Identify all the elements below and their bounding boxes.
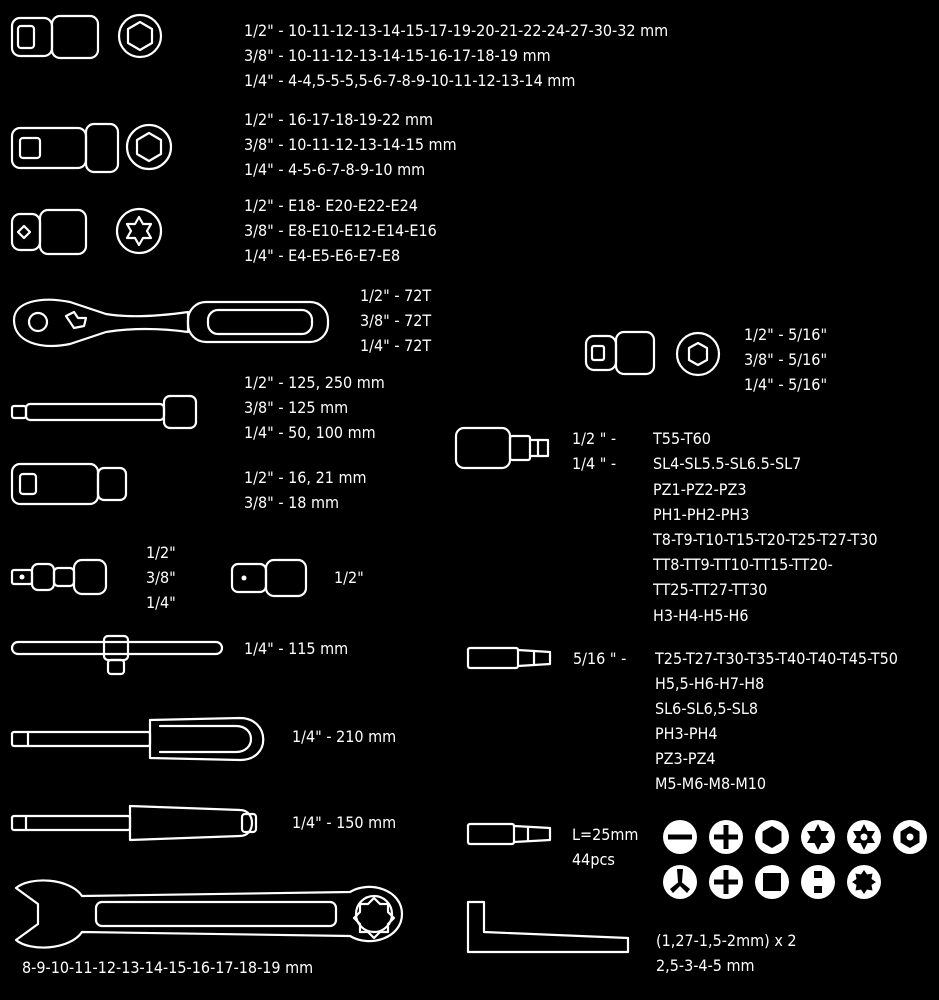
hex-keys-2: 2,5-3-4-5 mm — [656, 956, 755, 975]
bit-socket-icon — [454, 424, 552, 472]
sockets-deep-3: 1/4" - 4-5-6-7-8-9-10 mm — [244, 160, 426, 179]
bit-socket-value-2: SL4-SL5.5-SL6.5-SL7 — [653, 454, 802, 473]
sockets-hex-1: 1/2" - 10-11-12-13-14-15-17-19-20-21-22-24-27-30-32 mm — [244, 21, 669, 40]
sockets-hex-3: 1/4" - 4-4,5-5-5,5-6-7-8-9-10-11-12-13-14 mm — [244, 71, 576, 90]
extension-3: 1/4" - 50, 100 mm — [244, 423, 376, 442]
combination-wrench-icon — [10, 874, 402, 954]
ratchet-1: 1/2" - 72T — [360, 286, 432, 305]
deep-socket-icon — [10, 120, 120, 176]
tbar-label: 1/4" - 115 mm — [244, 639, 349, 658]
bit-socket-value-5: T8-T9-T10-T15-T20-T25-T27-T30 — [653, 530, 878, 549]
hex-key-icon — [464, 898, 634, 958]
torx-icon — [800, 819, 836, 855]
bits-516-label: 5/16 " - — [573, 649, 627, 668]
bit-holder-socket-icon — [584, 330, 656, 376]
wrench-label: 8-9-10-11-12-13-14-15-16-17-18-19 mm — [22, 958, 314, 977]
bit-socket-value-3: PZ1-PZ2-PZ3 — [653, 480, 747, 499]
sockets-torx-1: 1/2" - E18- E20-E22-E24 — [244, 196, 418, 215]
bits-25-length: L=25mm — [572, 825, 639, 844]
extension-2: 3/8" - 125 mm — [244, 398, 349, 417]
hex-socket-face-icon — [674, 330, 722, 378]
bit-holder-1: 1/2" - 5/16" — [744, 325, 828, 344]
bits-516-value-2: H5,5-H6-H7-H8 — [655, 674, 765, 693]
ratchet-3: 1/4" - 72T — [360, 336, 432, 355]
bits-25-count: 44pcs — [572, 850, 615, 869]
bit-holder-3: 1/4" - 5/16" — [744, 375, 828, 394]
bit-socket-value-8: H3-H4-H5-H6 — [653, 606, 749, 625]
joint-3: 1/4" — [146, 593, 176, 612]
spark-socket-2: 3/8" - 18 mm — [244, 493, 340, 512]
t-bar-icon — [10, 636, 230, 680]
joint-2: 3/8" — [146, 568, 176, 587]
xzn-icon — [846, 864, 882, 900]
driver-long-label: 1/4" - 210 mm — [292, 727, 397, 746]
bits-516-value-5: PZ3-PZ4 — [655, 749, 716, 768]
bit-socket-label-2: 1/4 " - — [572, 454, 617, 473]
bit-socket-label-1: 1/2 " - — [572, 429, 617, 448]
torx-socket-icon — [10, 208, 90, 256]
hex-socket-face-icon — [124, 122, 174, 172]
adapter-icon — [230, 558, 310, 598]
bit-socket-value-7: TT25-TT27-TT30 — [653, 580, 768, 599]
hex-tamper-icon — [892, 819, 928, 855]
torx-tamper-icon — [846, 819, 882, 855]
bits-516-value-3: SL6-SL6,5-SL8 — [655, 699, 759, 718]
short-bit-icon — [466, 820, 556, 848]
joint-1: 1/2" — [146, 543, 176, 562]
screwdriver-handle-icon — [10, 714, 275, 764]
bit-holder-2: 3/8" - 5/16" — [744, 350, 828, 369]
extension-1: 1/2" - 125, 250 mm — [244, 373, 385, 392]
hex-keys-1: (1,27-1,5-2mm) x 2 — [656, 931, 797, 950]
adapter-label: 1/2" — [334, 568, 364, 587]
sockets-hex-2: 3/8" - 10-11-12-13-14-15-16-17-18-19 mm — [244, 46, 551, 65]
phillips-icon — [708, 819, 744, 855]
driver-short-label: 1/4" - 150 mm — [292, 813, 397, 832]
sockets-torx-2: 3/8" - E8-E10-E12-E14-E16 — [244, 221, 437, 240]
ratchet-icon — [10, 292, 325, 354]
bit-socket-value-1: T55-T60 — [653, 429, 711, 448]
universal-joint-icon — [10, 556, 110, 600]
torx-socket-face-icon — [114, 206, 164, 256]
spinner-handle-icon — [10, 800, 260, 846]
long-bit-icon — [466, 644, 556, 672]
bit-socket-value-6: TT8-TT9-TT10-TT15-TT20- — [653, 555, 833, 574]
sockets-torx-3: 1/4" - E4-E5-E6-E7-E8 — [244, 246, 401, 265]
hex-socket-face-icon — [116, 12, 164, 60]
bits-516-value-1: T25-T27-T30-T35-T40-T40-T45-T50 — [655, 649, 898, 668]
tri-wing-icon — [662, 864, 698, 900]
bits-516-value-4: PH3-PH4 — [655, 724, 718, 743]
spark-socket-1: 1/2" - 16, 21 mm — [244, 468, 367, 487]
spark-plug-socket-icon — [10, 460, 128, 508]
spanner-icon — [800, 864, 836, 900]
slotted-icon — [662, 819, 698, 855]
pozidriv-icon — [708, 864, 744, 900]
ratchet-2: 3/8" - 72T — [360, 311, 432, 330]
bits-516-value-6: M5-M6-M8-M10 — [655, 774, 767, 793]
socket-icon — [10, 12, 100, 62]
sockets-deep-2: 3/8" - 10-11-12-13-14-15 mm — [244, 135, 457, 154]
bit-socket-value-4: PH1-PH2-PH3 — [653, 505, 750, 524]
sockets-deep-1: 1/2" - 16-17-18-19-22 mm — [244, 110, 434, 129]
hex-icon — [754, 819, 790, 855]
extension-bar-icon — [10, 392, 200, 432]
square-icon — [754, 864, 790, 900]
